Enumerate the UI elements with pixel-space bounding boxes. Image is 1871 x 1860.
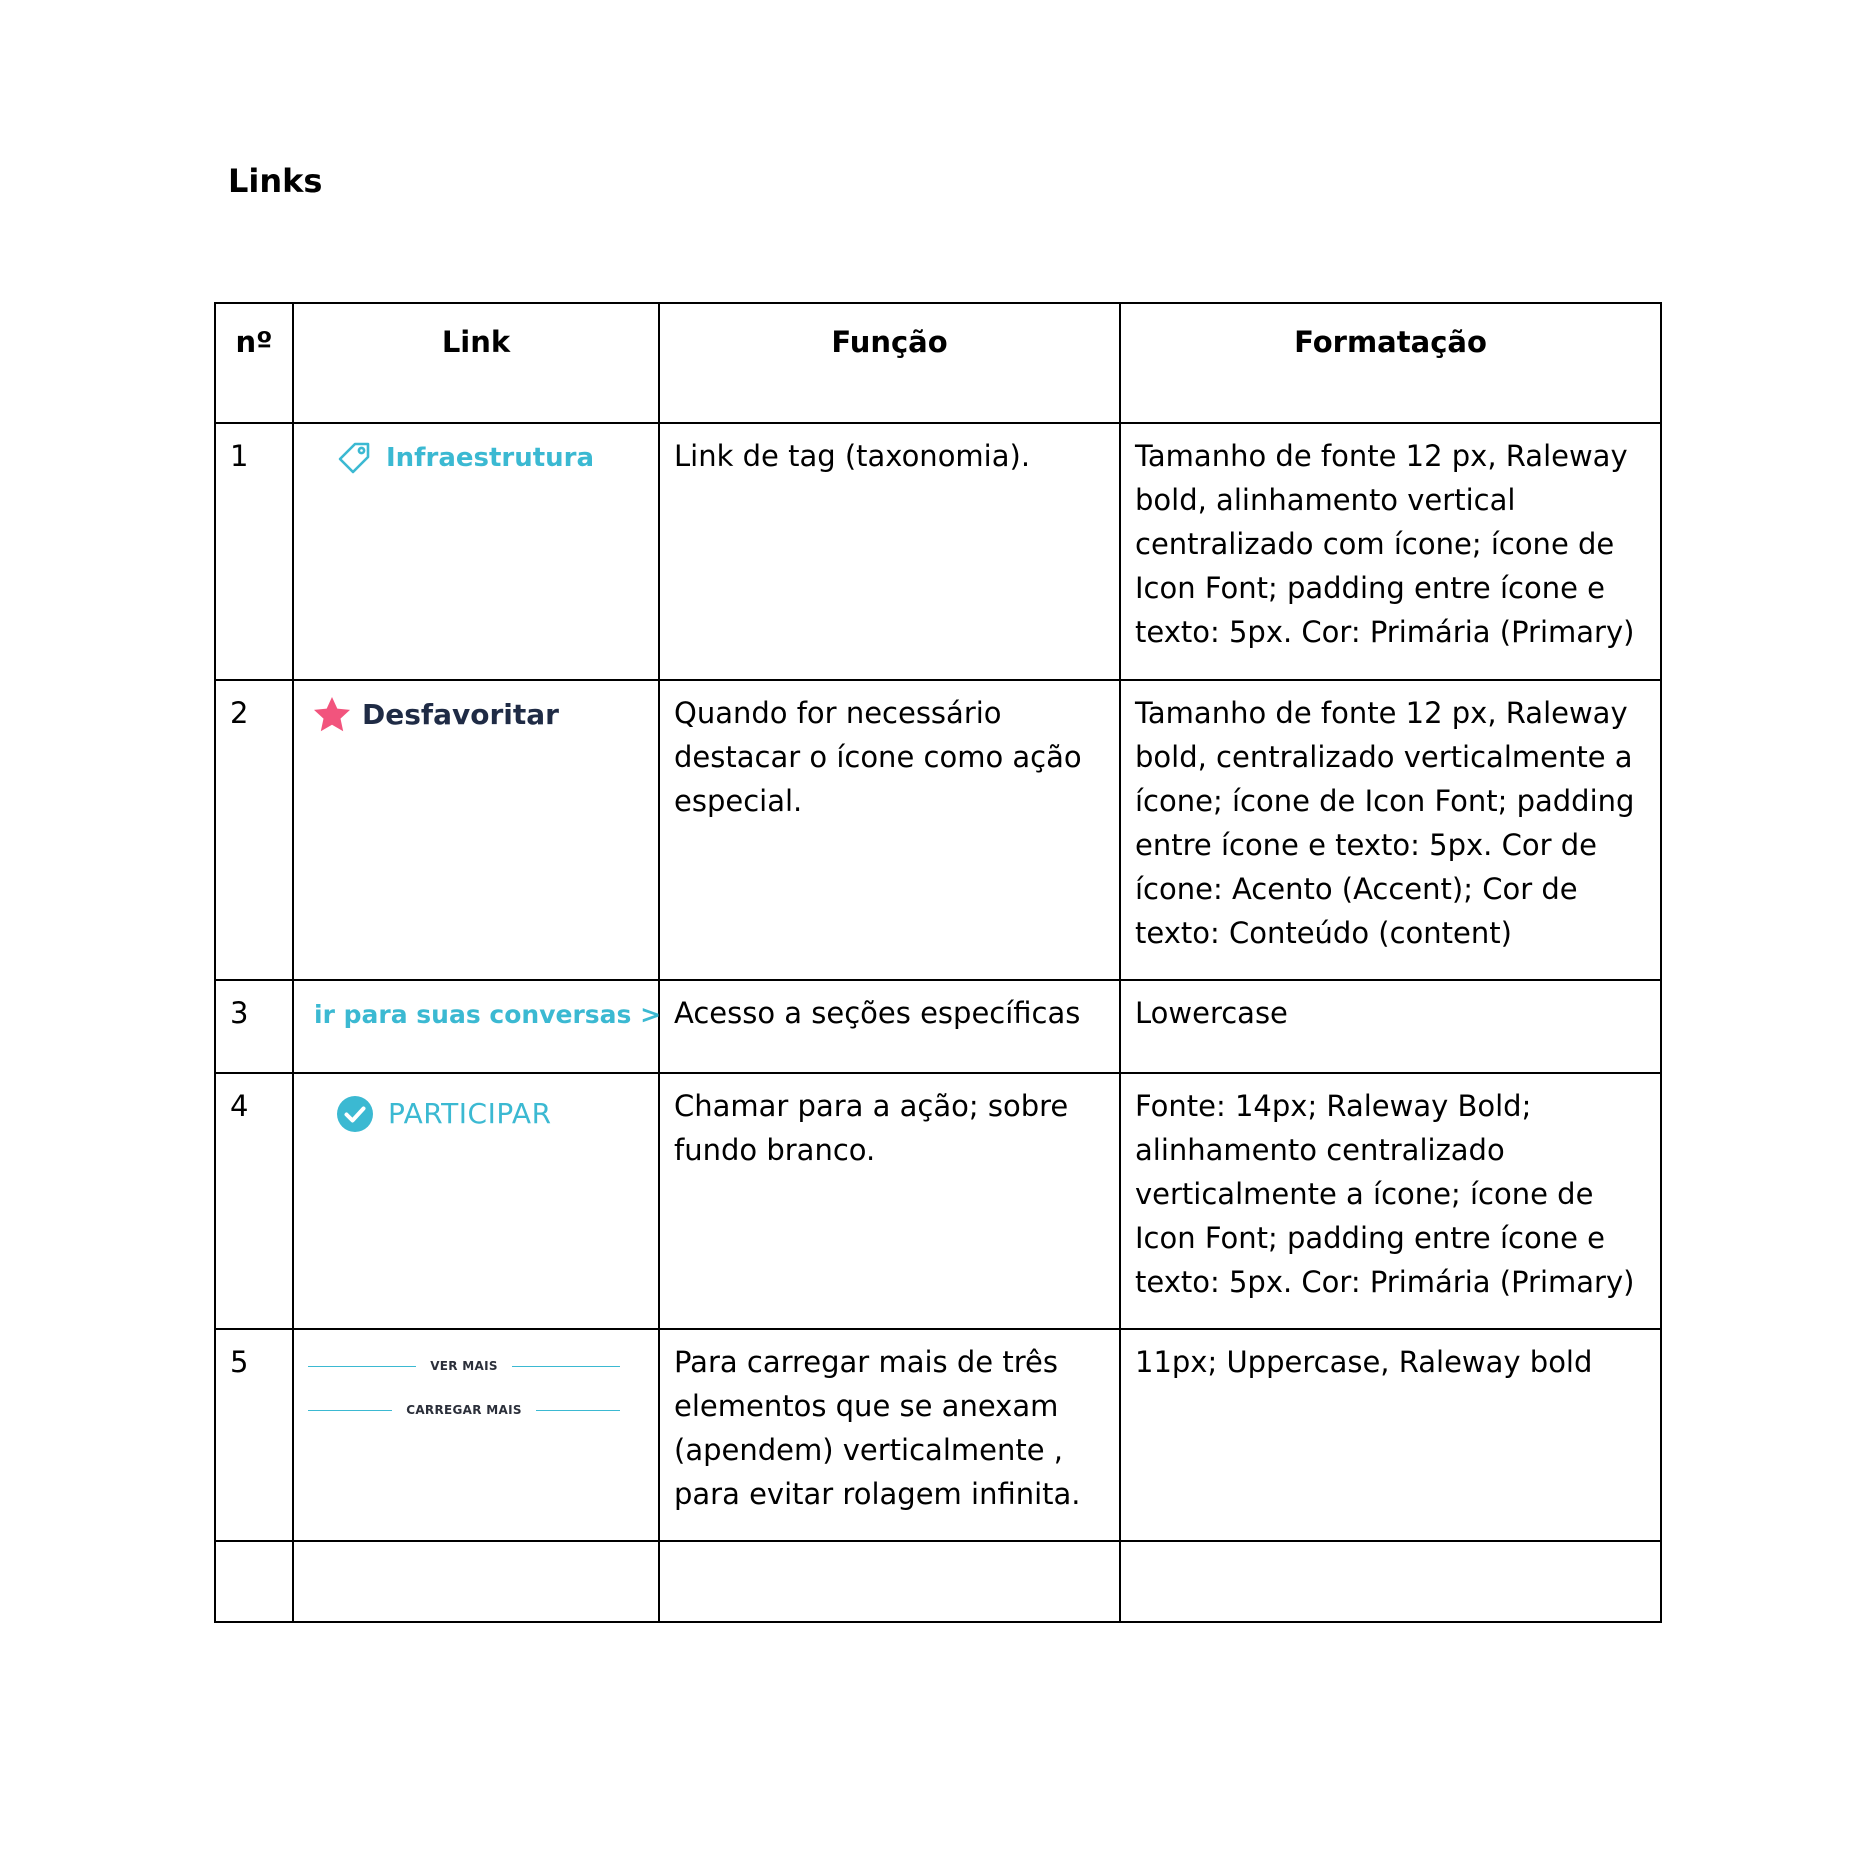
load-more-link[interactable] bbox=[308, 1388, 620, 1432]
divider-line bbox=[308, 1410, 392, 1411]
divider-line bbox=[512, 1366, 620, 1367]
formatacao-cell: Lowercase bbox=[1120, 980, 1661, 1073]
table-row bbox=[215, 1329, 1661, 1541]
formatacao-cell: Tamanho de fonte 12 px, Raleway bold, alinhamento vertical centralizado com ícone; ícone de Icon Font; padding entre ícone e texto: 5px. Cor: Primária (Primary) bbox=[1120, 423, 1661, 680]
divider-line bbox=[308, 1366, 416, 1367]
header-formatacao: Formatação bbox=[1120, 303, 1661, 423]
page-title: Links bbox=[228, 162, 323, 200]
row-number: 2 bbox=[215, 680, 293, 980]
table-header-row bbox=[215, 303, 1661, 423]
link-example-cell bbox=[293, 980, 662, 1073]
row-number bbox=[215, 1541, 293, 1622]
link-example-cell bbox=[293, 1541, 659, 1622]
table-row bbox=[215, 680, 1661, 980]
table-row bbox=[215, 1073, 1661, 1329]
header-n: nº bbox=[215, 303, 293, 423]
tag-link-infraestrutura[interactable] bbox=[336, 436, 644, 480]
table-row bbox=[215, 980, 1661, 1073]
row-number: 1 bbox=[215, 423, 293, 680]
star-icon bbox=[312, 695, 352, 735]
participate-link-label: PARTICIPAR bbox=[388, 1097, 552, 1130]
see-more-label: VER MAIS bbox=[430, 1359, 498, 1373]
load-more-label: CARREGAR MAIS bbox=[406, 1403, 522, 1417]
see-more-link[interactable] bbox=[308, 1344, 620, 1388]
table-row bbox=[215, 423, 1661, 680]
tag-icon bbox=[336, 440, 372, 476]
tag-link-label: Infraestrutura bbox=[386, 443, 595, 473]
link-example-cell bbox=[293, 423, 659, 680]
header-funcao: Função bbox=[659, 303, 1120, 423]
formatacao-cell: 11px; Uppercase, Raleway bold bbox=[1120, 1329, 1661, 1541]
load-more-examples bbox=[308, 1344, 644, 1432]
formatacao-cell: Fonte: 14px; Raleway Bold; alinhamento centralizado verticalmente a ícone; ícone de Icon Font; padding entre ícone e texto: 5px. Cor: Primária (Primary) bbox=[1120, 1073, 1661, 1329]
unfavorite-link[interactable] bbox=[312, 693, 644, 737]
check-circle-icon bbox=[336, 1095, 374, 1133]
funcao-cell: Quando for necessário destacar o ícone como ação especial. bbox=[659, 680, 1120, 980]
row-number: 5 bbox=[215, 1329, 293, 1541]
header-link: Link bbox=[293, 303, 659, 423]
funcao-cell bbox=[659, 1541, 1120, 1622]
link-example-cell bbox=[293, 680, 659, 980]
unfavorite-link-label: Desfavoritar bbox=[362, 698, 559, 731]
row-number: 4 bbox=[215, 1073, 293, 1329]
row-number: 3 bbox=[215, 980, 293, 1073]
table-row-empty bbox=[215, 1541, 1661, 1622]
participate-link[interactable] bbox=[336, 1092, 644, 1136]
link-example-cell bbox=[293, 1329, 659, 1541]
funcao-cell: Para carregar mais de três elementos que se anexam (apendem) verticalmente , para evitar rolagem infinita. bbox=[659, 1329, 1120, 1541]
formatacao-cell bbox=[1120, 1541, 1661, 1622]
formatacao-cell: Tamanho de fonte 12 px, Raleway bold, centralizado verticalmente a ícone; ícone de Icon Font; padding entre ícone e texto: 5px. Cor de ícone: Acento (Accent); Cor de texto: Conteúdo (content) bbox=[1120, 680, 1661, 980]
go-to-conversations-link[interactable]: ir para suas conversas > bbox=[314, 1000, 662, 1029]
link-example-cell bbox=[293, 1073, 659, 1329]
funcao-cell: Link de tag (taxonomia). bbox=[659, 423, 1120, 680]
divider-line bbox=[536, 1410, 620, 1411]
links-spec-table bbox=[214, 302, 1662, 1623]
funcao-cell: Chamar para a ação; sobre fundo branco. bbox=[659, 1073, 1120, 1329]
funcao-cell: Acesso a seções específicas bbox=[659, 980, 1120, 1073]
